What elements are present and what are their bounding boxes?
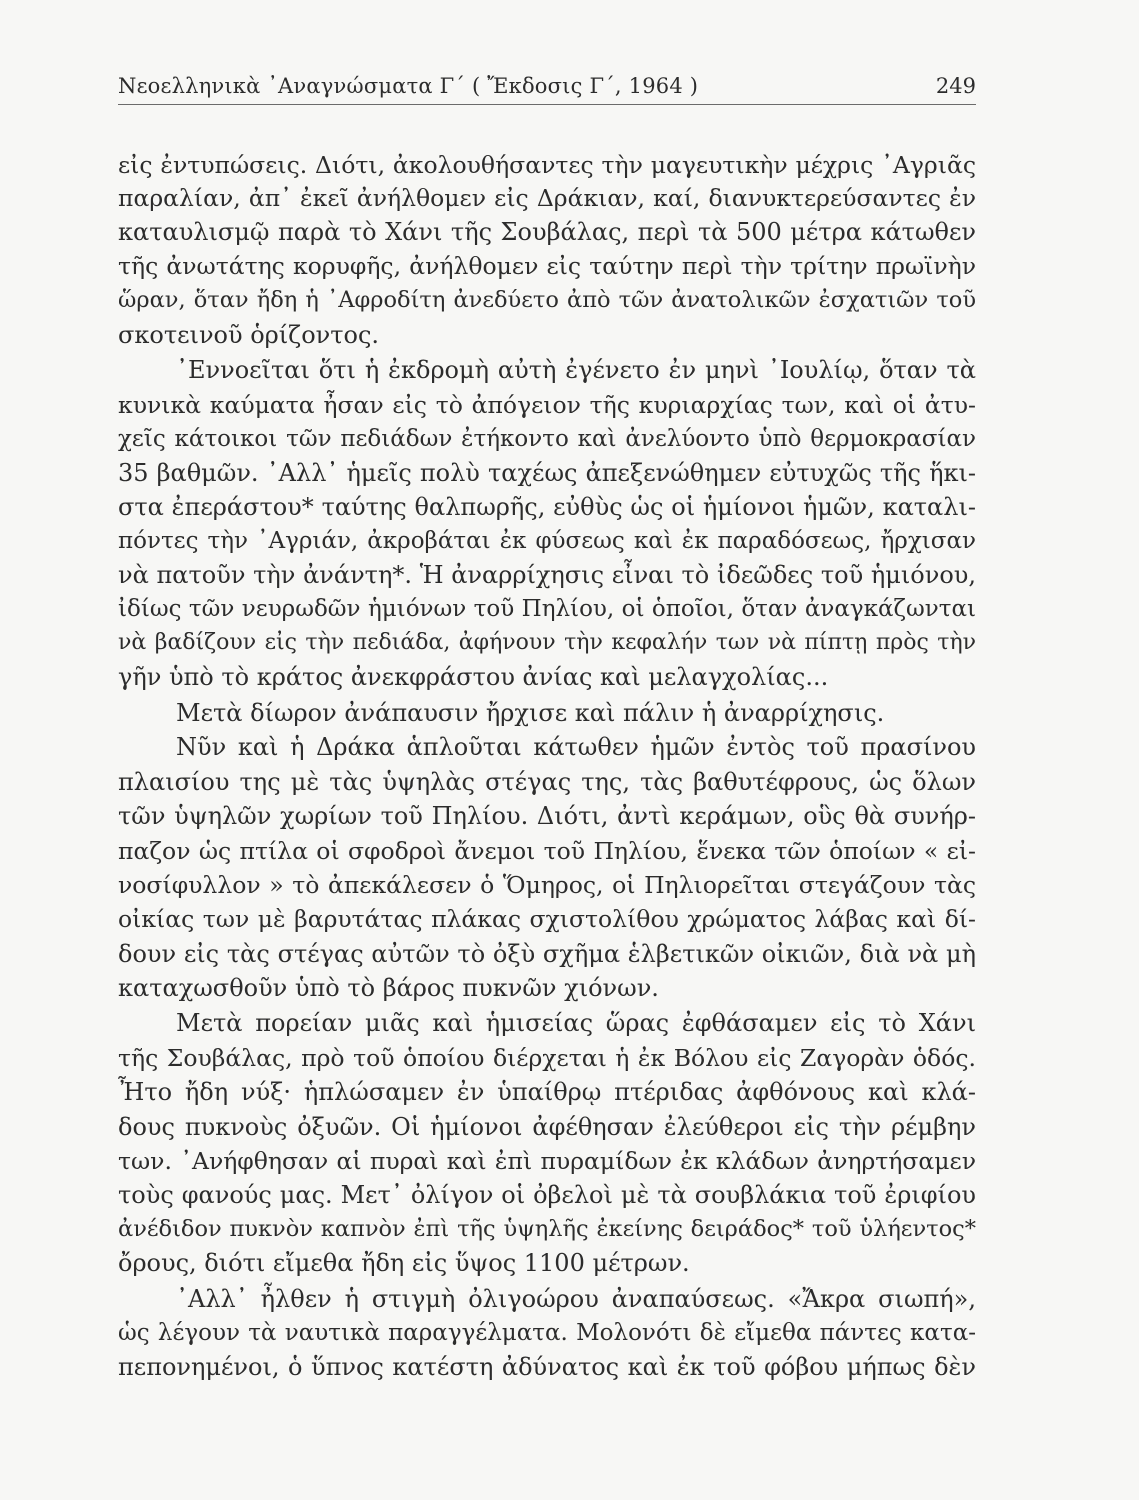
text-line: κυνικὰ καύματα ἦσαν εἰς τὸ ἀπόγειον τῆς κυριαρχίας των, καὶ οἱ ἀτυ- (118, 391, 976, 419)
book-title: Νεοελληνικὰ ᾿Αναγνώσματα Γ΄ ( Ἔκδοσις Γ΄, 1964 ) (118, 74, 699, 98)
text-line: πόντες τὴν ᾿Αγριάν, ἀκροβάται ἐκ φύσεως καὶ ἐκ παραδόσεως, ἤρχισαν (118, 528, 976, 554)
text-line: τοὺς φανούς μας. Μετ᾿ ὀλίγον οἱ ὀβελοὶ μὲ τὰ σουβλάκια τοῦ ἐριφίου (118, 1181, 976, 1209)
text-line: πεπονημένοι, ὁ ὕπνος κατέστη ἀδύνατος καὶ ἐκ τοῦ φόβου μήπως δὲν (118, 1353, 976, 1381)
text-line: παραλίαν, ἀπ᾿ ἐκεῖ ἀνήλθομεν εἰς Δράκιαν, καί, διανυκτερεύσαντες ἐν (118, 184, 976, 212)
text-line: νὰ πατοῦν τὴν ἀνάντη*. Ἡ ἀναρρίχησις εἶναι τὸ ἰδεῶδες τοῦ ἡμιόνου, (118, 561, 976, 589)
text-line: καταυλισμῷ παρὰ τὸ Χάνι τῆς Σουβάλας, περὶ τὰ 500 μέτρα κάτωθεν (118, 218, 976, 246)
text-line: νοσίφυλλον » τὸ ἀπεκάλεσεν ὁ Ὅμηρος, οἱ Πηλιορεῖται στεγάζουν τὰς (118, 871, 976, 899)
text-line: ὥραν, ὅταν ἤδη ἡ ᾿Αφροδίτη ἀνεδύετο ἀπὸ τῶν ἀνατολικῶν ἐσχατιῶν τοῦ (118, 287, 976, 313)
text-line: Νῦν καὶ ἡ Δράκα ἁπλοῦται κάτωθεν ἡμῶν ἐντὸς τοῦ πρασίνου (176, 733, 976, 761)
text-line: δους πυκνοὺς ὀξυῶν. Οἱ ἡμίονοι ἀφέθησαν ἐλεύθεροι εἰς τὴν ρέμβην (118, 1113, 976, 1141)
text-line: πλαισίου της μὲ τὰς ὑψηλὰς στέγας της, τὰς βαθυτέφρους, ὡς ὅλων (118, 768, 976, 796)
text-line: εἰς ἐντυπώσεις. Διότι, ἀκολουθήσαντες τὴν μαγευτικὴν μέχρις ᾿Αγριᾶς (118, 151, 976, 179)
text-line: ὡς λέγουν τὰ ναυτικὰ παραγγέλματα. Μολονότι δὲ εἴμεθα πάντες κατα- (118, 1320, 976, 1346)
text-line: ἰδίως τῶν νευρωδῶν ἡμιόνων τοῦ Πηλίου, οἱ ὁποῖοι, ὅταν ἀναγκάζωνται (118, 596, 976, 622)
text-line: τῶν ὑψηλῶν χωρίων τοῦ Πηλίου. Διότι, ἀντὶ κεράμων, οὓς θὰ συνήρ- (118, 802, 976, 830)
text-line: Μετὰ πορείαν μιᾶς καὶ ἡμισείας ὥρας ἐφθάσαμεν εἰς τὸ Χάνι (176, 1009, 976, 1037)
text-line: ᾿Εννοεῖται ὅτι ἡ ἐκδρομὴ αὐτὴ ἐγένετο ἐν μηνὶ ᾿Ιουλίῳ, ὅταν τὰ (176, 356, 976, 384)
text-line: σκοτεινοῦ ὁρίζοντος. (118, 321, 380, 349)
text-line: των. ᾿Ανήφθησαν αἱ πυραὶ καὶ ἐπὶ πυραμίδων ἐκ κλάδων ἀνηρτήσαμεν (118, 1147, 976, 1175)
text-line: Μετὰ δίωρον ἀνάπαυσιν ἤρχισε καὶ πάλιν ἡ ἀναρρίχησις. (176, 699, 885, 727)
text-line: 35 βαθμῶν. ᾿Αλλ᾿ ἡμεῖς πολὺ ταχέως ἀπεξενώθημεν εὐτυχῶς τῆς ἥκι- (118, 459, 976, 487)
text-line: νὰ βαδίζουν εἰς τὴν πεδιάδα, ἀφήνουν τὴν κεφαλήν των νὰ πίπτῃ πρὸς τὴν (118, 630, 976, 655)
text-line: καταχωσθοῦν ὑπὸ τὸ βάρος πυκνῶν χιόνων. (118, 974, 659, 1002)
text-line: χεῖς κάτοικοι τῶν πεδιάδων ἐτήκοντο καὶ ἀνελύοντο ὑπὸ θερμοκρασίαν (118, 426, 976, 452)
text-line: παζον ὡς πτίλα οἱ σφοδροὶ ἄνεμοι τοῦ Πηλίου, ἕνεκα τῶν ὁποίων « εἰ- (118, 837, 976, 865)
page-number: 249 (935, 74, 976, 98)
running-header (118, 68, 976, 105)
text-line: τῆς Σουβάλας, πρὸ τοῦ ὁποίου διέρχεται ἡ ἐκ Βόλου εἰς Ζαγορὰν ὁδός. (118, 1044, 976, 1072)
text-line: ᾿Αλλ᾿ ἦλθεν ἡ στιγμὴ ὀλιγοώρου ἀναπαύσεως. «Ἄκρα σιωπή», (176, 1285, 976, 1313)
text-line: γῆν ὑπὸ τὸ κράτος ἀνεκφράστου ἀνίας καὶ μελαγχολίας... (118, 663, 829, 691)
text-line: Ἦτο ἤδη νύξ· ἡπλώσαμεν ἐν ὑπαίθρῳ πτέριδας ἀφθόνους καὶ κλά- (118, 1078, 976, 1106)
text-line: στα ἐπεράστου* ταύτης θαλπωρῆς, εὐθὺς ὡς οἱ ἡμίονοι ἡμῶν, καταλι- (118, 493, 976, 521)
text-line: ὄρους, διότι εἴμεθα ἤδη εἰς ὕψος 1100 μέτρων. (118, 1249, 690, 1277)
text-line: οἰκίας των μὲ βαρυτάτας πλάκας σχιστολίθου χρώματος λάβας καὶ δί- (118, 905, 976, 933)
text-line: ἀνέδιδον πυκνὸν καπνὸν ἐπὶ τῆς ὑψηλῆς ἐκείνης δειράδος* τοῦ ὑλήεντος* (118, 1216, 976, 1242)
text-line: τῆς ἀνωτάτης κορυφῆς, ἀνήλθομεν εἰς ταύτην περὶ τὴν τρίτην πρωϊνὴν (118, 252, 976, 280)
text-line: δουν εἰς τὰς στέγας αὐτῶν τὸ ὀξὺ σχῆμα ἑλβετικῶν οἰκιῶν, διὰ νὰ μὴ (118, 940, 976, 968)
